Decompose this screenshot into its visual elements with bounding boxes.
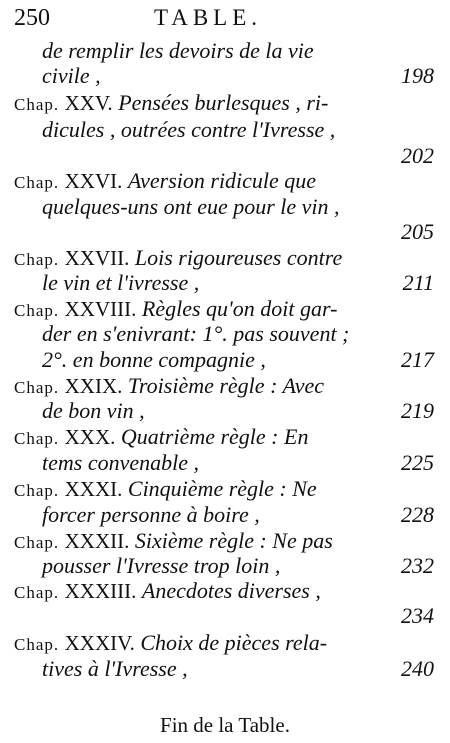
entry-text: pousser l'Ivresse trop loin , — [42, 553, 281, 578]
chap-label: Chap. — [14, 429, 60, 448]
toc-line — [42, 553, 434, 579]
entry-text: tems convenable , — [42, 450, 199, 475]
chap-number: XXXI. — [64, 477, 123, 501]
toc-line — [42, 603, 434, 629]
chap-number: XXVIII. — [64, 297, 137, 321]
toc-line — [42, 450, 434, 476]
entry-title: Quatrième règle : En — [120, 424, 309, 449]
page-ref: 228 — [401, 502, 434, 527]
page-ref: 219 — [401, 398, 434, 423]
chap-number: XXXII. — [64, 529, 130, 553]
page-ref: 202 — [401, 143, 434, 168]
page-ref: 205 — [401, 219, 434, 244]
entry-text: 2°. en bonne compagnie , — [42, 347, 266, 372]
toc-entry-heading — [14, 168, 434, 194]
toc-entry-heading — [14, 578, 434, 604]
entry-title: Troisième règle : Avec — [127, 373, 325, 398]
toc-line — [42, 398, 434, 424]
page-ref: 211 — [402, 270, 434, 295]
toc-line — [42, 219, 434, 245]
chap-label: Chap. — [14, 635, 60, 654]
entry-text: der en s'enivrant: 1°. pas souvent ; — [42, 321, 350, 346]
chap-label: Chap. — [14, 533, 60, 552]
entry-text: quelques-uns ont eue pour le vin , — [42, 194, 340, 219]
toc-line — [42, 143, 434, 169]
chap-label: Chap. — [14, 95, 60, 114]
page-number: 250 — [14, 5, 50, 31]
chap-label: Chap. — [14, 250, 60, 269]
chap-label: Chap. — [14, 481, 60, 500]
toc-line — [42, 347, 434, 373]
chap-number: XXVII. — [64, 246, 130, 270]
toc-entry-heading — [14, 630, 434, 656]
toc-line — [42, 321, 434, 347]
toc-line — [42, 270, 434, 296]
chap-number: XXV. — [64, 91, 113, 115]
entry-text: tives à l'Ivresse , — [42, 656, 188, 681]
entry-title: Pensées burlesques , ri- — [118, 90, 329, 115]
toc-entry-heading — [14, 245, 434, 271]
toc-line — [42, 38, 434, 64]
end-of-table-note: Fin de la Table. — [160, 713, 290, 737]
page-header — [14, 4, 434, 34]
toc-entry-heading — [14, 476, 434, 502]
toc-entry-heading — [14, 90, 434, 116]
entry-title: Sixième règle : Ne pas — [134, 528, 333, 553]
entry-title: Lois rigoureuses contre — [134, 245, 343, 270]
toc-entry-heading — [14, 424, 434, 450]
toc-line — [42, 502, 434, 528]
entry-text: de bon vin , — [42, 398, 145, 423]
entry-title: Règles qu'on doit gar- — [141, 296, 338, 321]
toc-entry-heading — [14, 373, 434, 399]
page-ref: 234 — [401, 603, 434, 628]
page-ref: 232 — [401, 553, 434, 578]
page-ref: 225 — [401, 450, 434, 475]
toc-line — [42, 63, 434, 89]
entry-text: le vin et l'ivresse , — [42, 270, 200, 295]
page-ref: 198 — [401, 63, 434, 88]
toc-line — [42, 117, 434, 143]
toc-line — [42, 194, 434, 220]
chap-label: Chap. — [14, 378, 60, 397]
chap-label: Chap. — [14, 301, 60, 320]
entry-text: de remplir les devoirs de la vie — [42, 38, 314, 63]
chap-number: XXIX. — [64, 374, 123, 398]
entry-text: forcer personne à boire , — [42, 502, 260, 527]
chap-label: Chap. — [14, 583, 60, 602]
chap-label: Chap. — [14, 173, 60, 192]
chap-number: XXX. — [64, 425, 116, 449]
page-ref: 240 — [401, 656, 434, 681]
entry-text: civile , — [42, 63, 101, 88]
entry-title: Anecdotes diverses , — [141, 578, 321, 603]
chap-number: XXXIV. — [64, 631, 135, 655]
chap-number: XXXIII. — [64, 579, 137, 603]
entry-title: Cinquième règle : Ne — [127, 476, 317, 501]
entry-title: Choix de pièces rela- — [140, 630, 328, 655]
chap-number: XXVI. — [64, 169, 123, 193]
entry-text: dicules , outrées contre l'Ivresse , — [42, 117, 336, 142]
toc-line — [42, 656, 434, 682]
page-ref: 217 — [401, 347, 434, 372]
running-title: TABLE. — [154, 5, 263, 30]
toc-entry-heading — [14, 528, 434, 554]
entry-title: Aversion ridicule que — [127, 168, 317, 193]
toc-entry-heading — [14, 296, 434, 322]
